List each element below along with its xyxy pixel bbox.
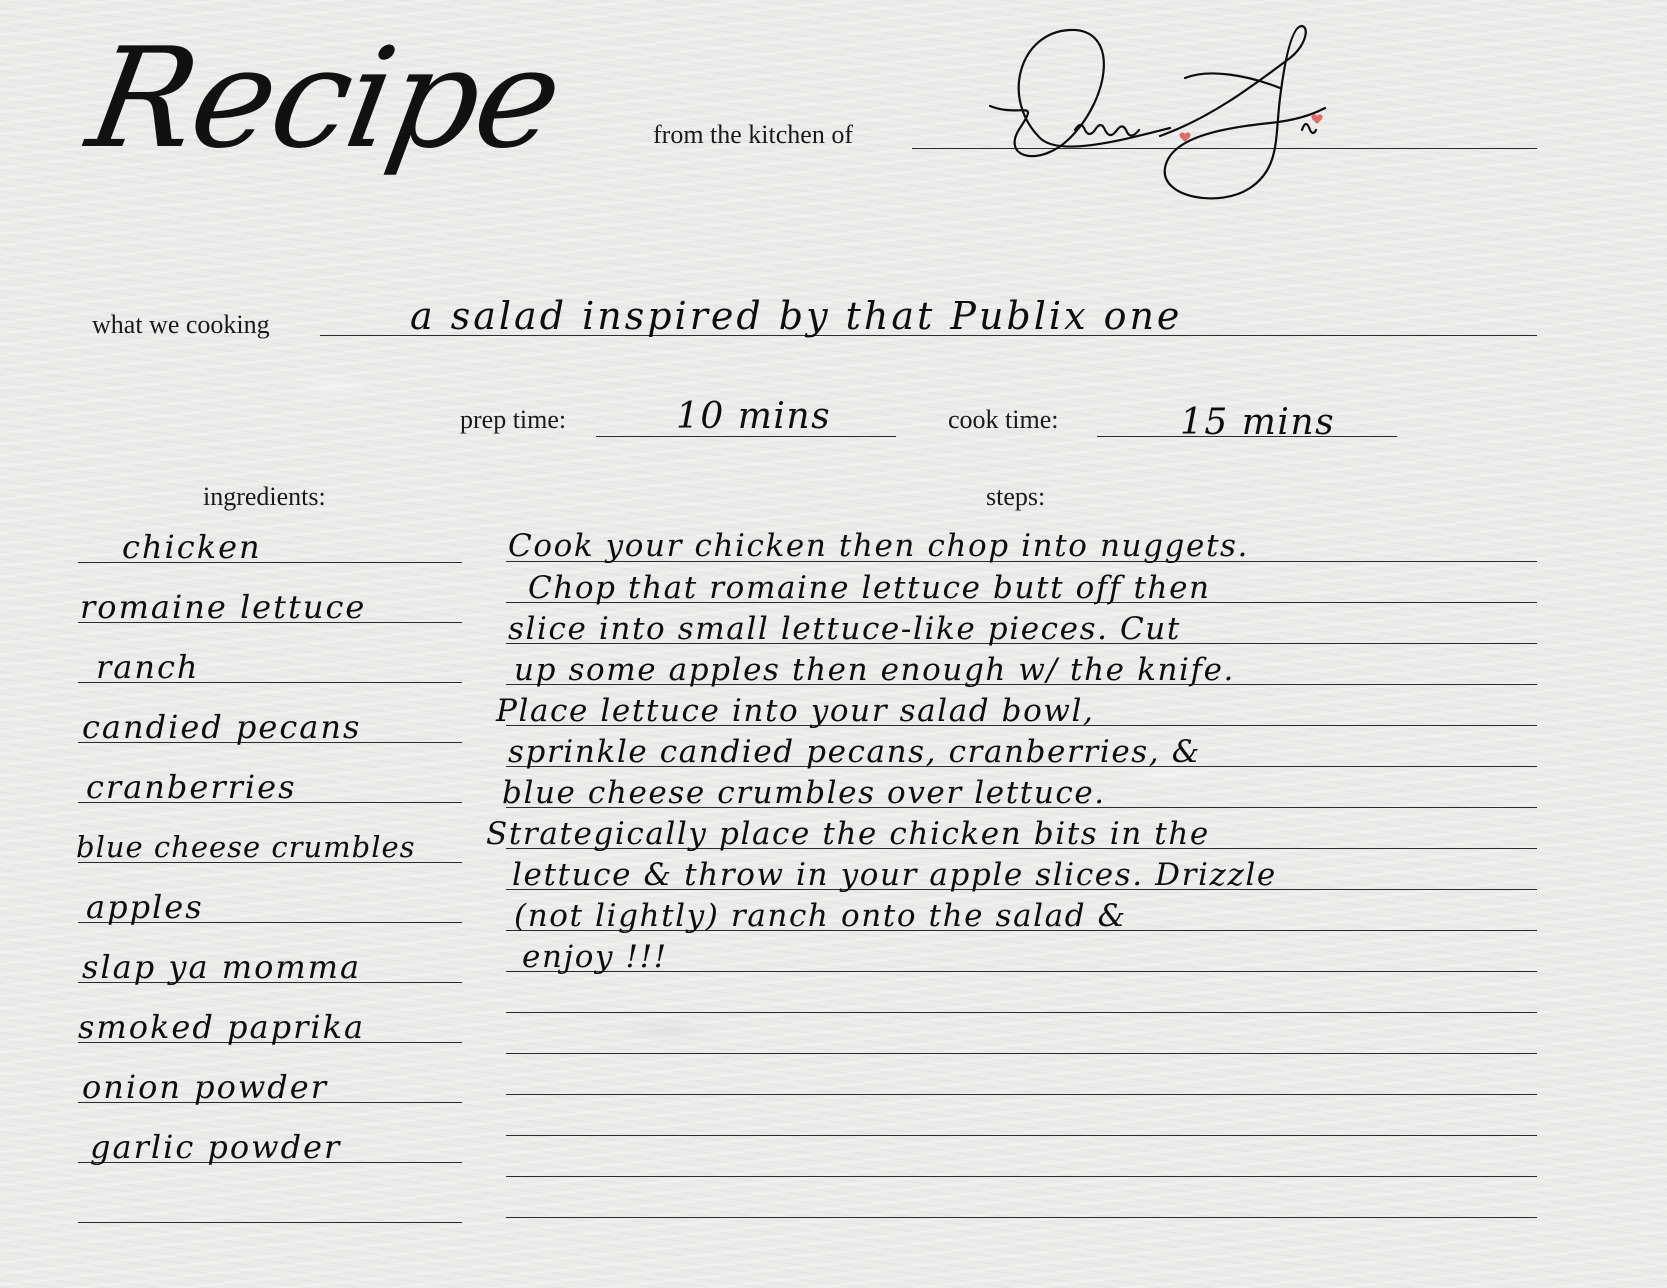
ingredient-rule	[78, 1222, 462, 1223]
ingredient-item: chicken	[122, 528, 262, 566]
kitchen-label: from the kitchen of	[653, 120, 853, 149]
step-line: sprinkle candied pecans, cranberries, &	[508, 734, 1201, 770]
step-line: Cook your chicken then chop into nuggets.	[508, 528, 1249, 564]
ingredient-item: ranch	[96, 648, 200, 686]
ingredient-item: cranberries	[86, 768, 297, 806]
ingredient-item: candied pecans	[82, 708, 362, 746]
step-line: enjoy !!!	[522, 939, 668, 975]
prep-time-value: 10 mins	[676, 396, 832, 437]
cook-time-label: cook time:	[948, 405, 1059, 434]
step-line: Place lettuce into your salad bowl,	[496, 693, 1095, 729]
step-rule	[506, 1135, 1537, 1136]
step-line: lettuce & throw in your apple slices. Drizzle	[512, 857, 1277, 893]
signature-image	[980, 18, 1360, 208]
ingredient-item: smoked paprika	[78, 1008, 366, 1046]
ingredients-heading: ingredients:	[203, 482, 326, 511]
step-line: Strategically place the chicken bits in the	[486, 816, 1210, 852]
steps-heading: steps:	[986, 482, 1046, 511]
ingredient-item: blue cheese crumbles	[76, 830, 416, 864]
step-line: up some apples then enough w/ the knife.	[514, 652, 1236, 688]
step-rule	[506, 1094, 1537, 1095]
step-line: blue cheese crumbles over lettuce.	[502, 775, 1106, 811]
ingredient-item: apples	[86, 888, 204, 926]
step-line: slice into small lettuce-like pieces. Cut	[508, 611, 1181, 647]
step-rule	[506, 1217, 1537, 1218]
step-rule	[506, 1176, 1537, 1177]
prep-time-label: prep time:	[460, 405, 567, 434]
step-rule	[506, 1053, 1537, 1054]
ingredient-item: slap ya momma	[82, 948, 362, 986]
recipe-title: Recipe	[77, 18, 572, 179]
ingredient-item: romaine lettuce	[80, 588, 367, 626]
step-line: (not lightly) ranch onto the salad &	[514, 898, 1127, 934]
ingredient-item: garlic powder	[90, 1128, 342, 1166]
cook-time-value: 15 mins	[1180, 402, 1336, 443]
cooking-value: a salad inspired by that Publix one	[410, 294, 1183, 338]
cooking-label: what we cooking	[92, 310, 270, 339]
step-rule	[506, 1012, 1537, 1013]
step-line: Chop that romaine lettuce butt off then	[528, 570, 1211, 606]
ingredient-item: onion powder	[82, 1068, 329, 1106]
